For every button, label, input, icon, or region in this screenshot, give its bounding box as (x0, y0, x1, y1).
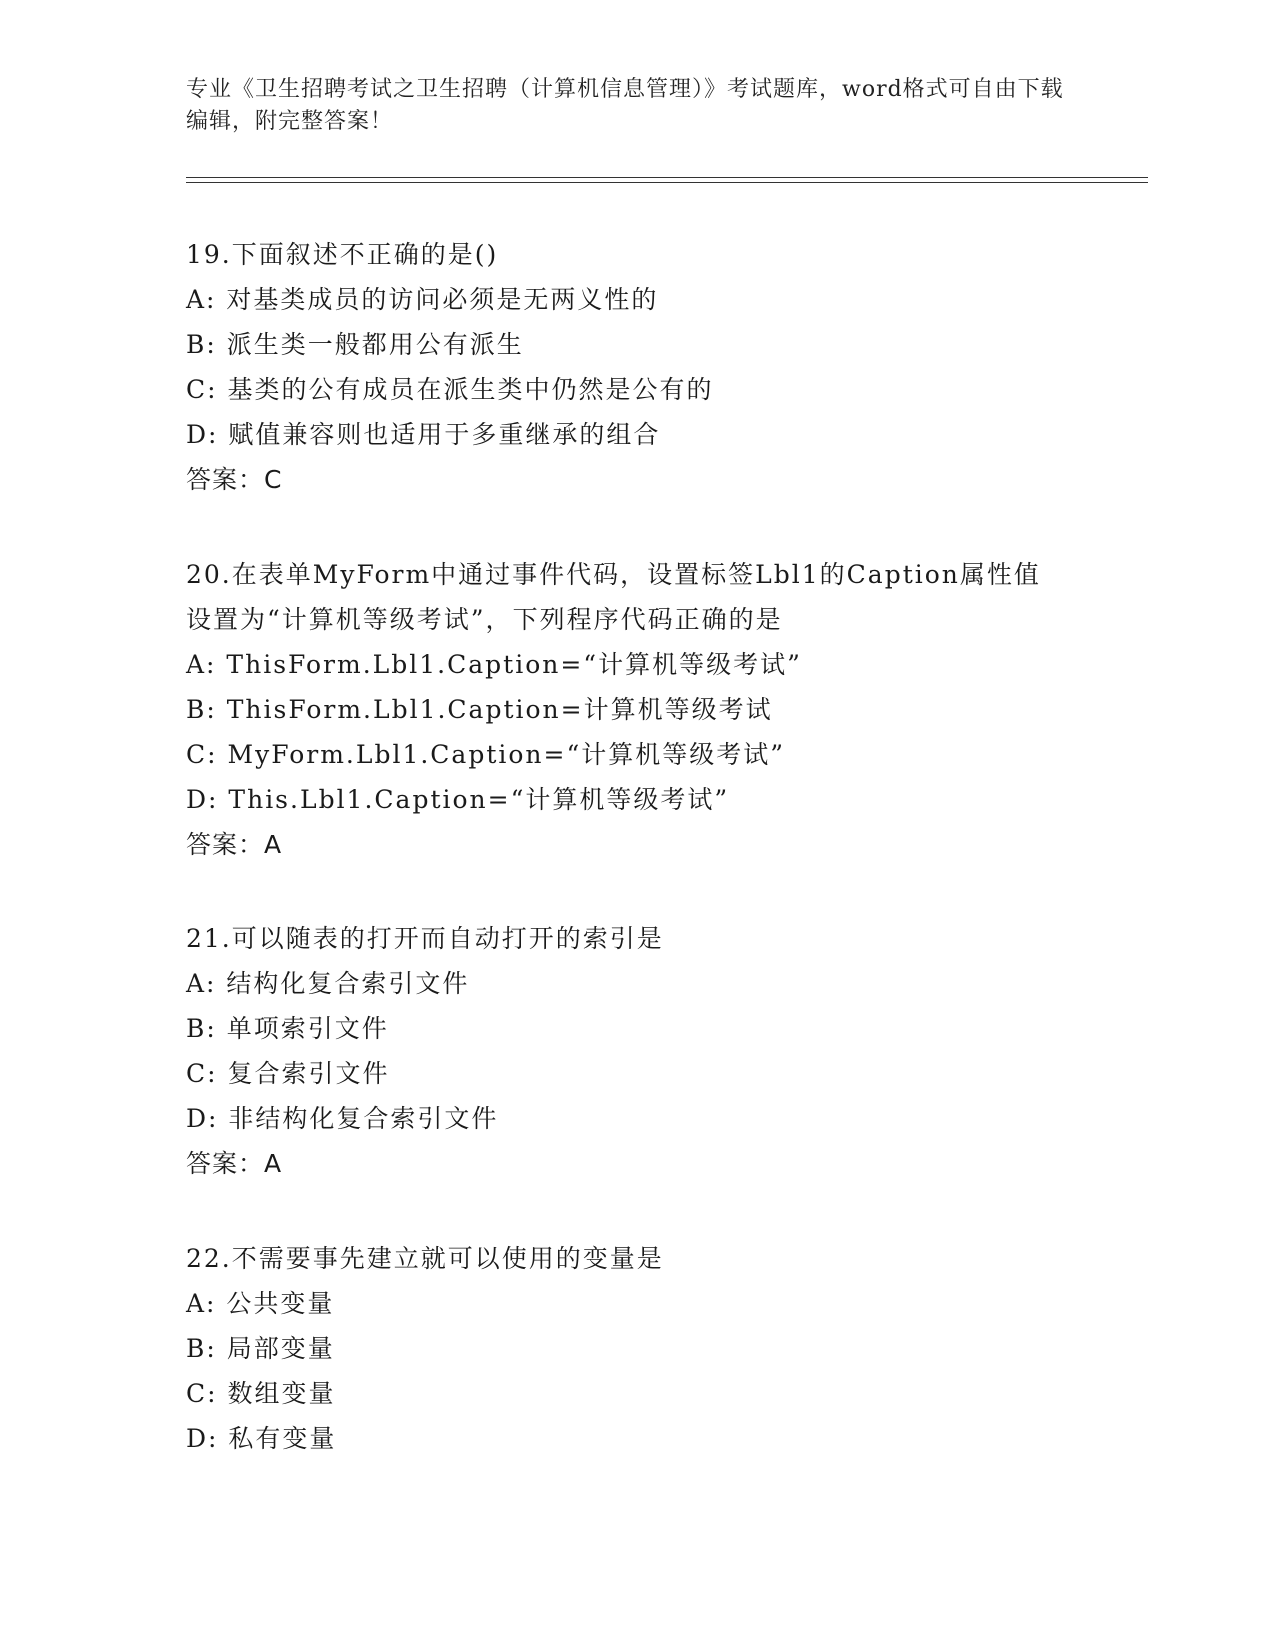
option-a: A: ThisForm.Lbl1.Caption=“计算机等级考试” (186, 650, 802, 679)
option-d: D: 私有变量 (186, 1424, 337, 1453)
option-b: B: 局部变量 (186, 1334, 335, 1363)
question-stem: 21.可以随表的打开而自动打开的索引是 (186, 924, 664, 953)
option-a: A: 结构化复合索引文件 (186, 969, 470, 998)
option-c: C: 复合索引文件 (186, 1059, 390, 1088)
question-20 (186, 552, 1086, 867)
header-divider-top (186, 177, 1148, 178)
option-b: B: 派生类一般都用公有派生 (186, 330, 524, 359)
option-d: D: This.Lbl1.Caption=“计算机等级考试” (186, 785, 730, 814)
question-stem: 19.下面叙述不正确的是() (186, 240, 499, 269)
answer-line: 答案：A (186, 1149, 283, 1178)
option-b: B: 单项索引文件 (186, 1014, 389, 1043)
question-22 (186, 1236, 1086, 1461)
question-stem: 22.不需要事先建立就可以使用的变量是 (186, 1244, 664, 1273)
option-c: C: 数组变量 (186, 1379, 336, 1408)
question-21 (186, 916, 1086, 1186)
header-divider-bottom (186, 182, 1148, 183)
option-b: B: ThisForm.Lbl1.Caption=计算机等级考试 (186, 695, 773, 724)
option-a: A: 对基类成员的访问必须是无两义性的 (186, 285, 659, 314)
answer-line: 答案：C (186, 465, 283, 494)
question-stem: 20.在表单MyForm中通过事件代码，设置标签Lbl1的Caption属性值设置为“计算机等级考试”，下列程序代码正确的是 (186, 560, 1041, 634)
document-header: 专业《卫生招聘考试之卫生招聘（计算机信息管理）》考试题库，word格式可自由下载编辑，附完整答案！ (186, 77, 1064, 134)
option-a: A: 公共变量 (186, 1289, 335, 1318)
option-c: C: MyForm.Lbl1.Caption=“计算机等级考试” (186, 740, 786, 769)
option-d: D: 赋值兼容则也适用于多重继承的组合 (186, 420, 661, 449)
option-d: D: 非结构化复合索引文件 (186, 1104, 499, 1133)
answer-line: 答案：A (186, 830, 283, 859)
option-c: C: 基类的公有成员在派生类中仍然是公有的 (186, 375, 714, 404)
question-19 (186, 232, 1086, 502)
